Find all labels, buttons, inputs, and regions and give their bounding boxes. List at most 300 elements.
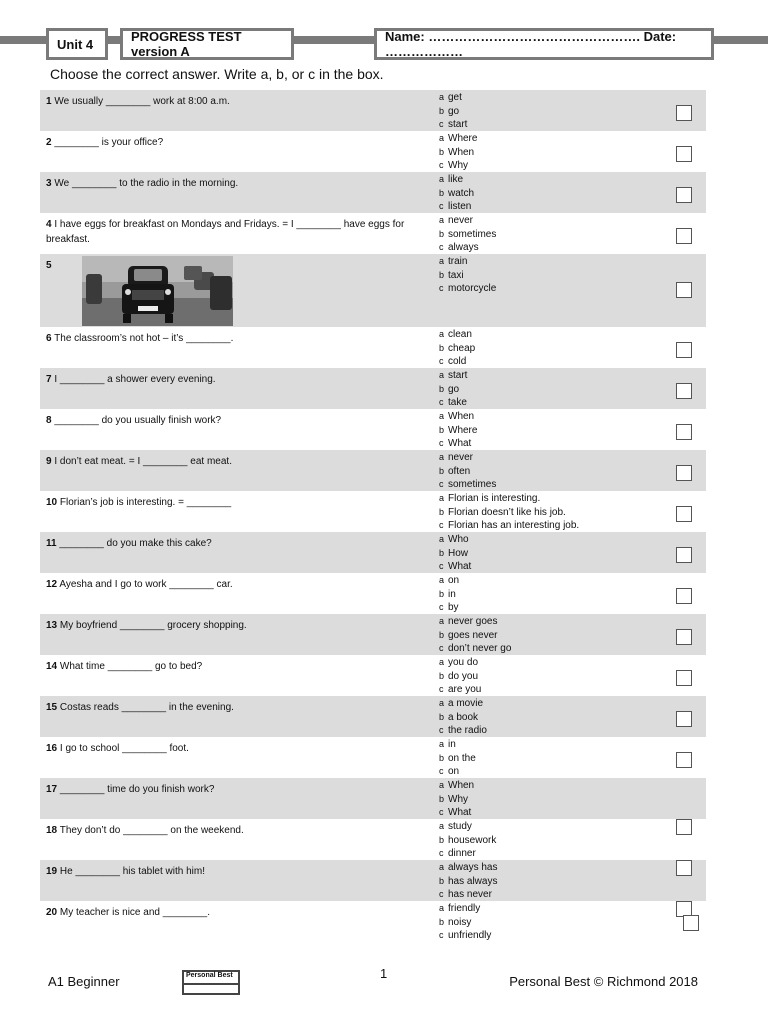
option bbox=[439, 465, 496, 479]
question-text bbox=[46, 905, 430, 920]
option-text: never goes bbox=[448, 616, 498, 627]
answer-box bbox=[676, 465, 692, 481]
option bbox=[439, 765, 476, 779]
option-text: on bbox=[448, 766, 460, 778]
option bbox=[439, 228, 496, 242]
option-text: When bbox=[448, 411, 475, 422]
option bbox=[439, 834, 496, 848]
question-row bbox=[40, 655, 706, 696]
option bbox=[439, 159, 477, 173]
question-row bbox=[40, 450, 706, 491]
answer-options bbox=[439, 820, 496, 861]
question-prompt: ________ do you make this cake? bbox=[59, 538, 212, 549]
option bbox=[439, 902, 491, 916]
option-letter: b bbox=[439, 752, 445, 763]
question-prompt: He ________ his tablet with him! bbox=[59, 866, 205, 877]
question-prompt: ________ time do you finish work? bbox=[59, 784, 215, 795]
option-text: never bbox=[448, 452, 474, 463]
option-letter: b bbox=[439, 383, 445, 394]
answer-box bbox=[676, 629, 692, 645]
question-prompt: My boyfriend ________ grocery shopping. bbox=[59, 620, 247, 631]
question-text bbox=[46, 413, 430, 428]
question-prompt: We ________ to the radio in the morning. bbox=[54, 178, 239, 189]
answer-box bbox=[676, 711, 692, 727]
answer-box bbox=[676, 506, 692, 522]
option bbox=[439, 383, 467, 397]
question-text bbox=[46, 217, 430, 247]
option bbox=[439, 847, 496, 861]
question-prompt: I go to school ________ foot. bbox=[59, 743, 189, 754]
option-letter: c bbox=[439, 889, 444, 900]
option bbox=[439, 424, 477, 438]
answer-options bbox=[439, 369, 467, 410]
option-letter: c bbox=[439, 930, 444, 941]
option bbox=[439, 132, 477, 146]
option-text: noisy bbox=[448, 916, 472, 928]
option-letter: c bbox=[439, 643, 444, 654]
option-text: Where bbox=[448, 133, 478, 144]
question-number: 14 bbox=[46, 661, 58, 672]
option bbox=[439, 601, 459, 615]
option bbox=[439, 547, 471, 561]
answer-box bbox=[676, 670, 692, 686]
question-number: 7 bbox=[46, 374, 52, 385]
option-text: taxi bbox=[448, 269, 464, 281]
answer-options bbox=[439, 779, 474, 820]
question-prompt: ________ do you usually finish work? bbox=[54, 415, 222, 426]
option bbox=[439, 560, 471, 574]
option-letter: a bbox=[439, 133, 445, 143]
header-bar bbox=[714, 36, 768, 44]
option bbox=[439, 738, 476, 752]
header-bar bbox=[108, 36, 120, 44]
question-row bbox=[40, 573, 706, 614]
option-text: go bbox=[448, 383, 460, 395]
answer-box bbox=[683, 915, 699, 931]
option-text: What bbox=[448, 807, 472, 819]
option-letter: c bbox=[439, 397, 444, 408]
question-text bbox=[46, 135, 430, 150]
option-letter: b bbox=[439, 629, 445, 640]
question-row bbox=[40, 819, 706, 860]
option-letter: b bbox=[439, 269, 445, 280]
option-letter: c bbox=[439, 520, 444, 531]
answer-box bbox=[676, 819, 692, 835]
option-letter: c bbox=[439, 119, 444, 130]
option-text: on the bbox=[448, 752, 476, 764]
option-letter: c bbox=[439, 438, 444, 449]
question-text bbox=[46, 741, 430, 756]
answer-options bbox=[439, 214, 496, 255]
option-text: When bbox=[448, 780, 475, 791]
question-number: 17 bbox=[46, 784, 58, 795]
question-list bbox=[40, 90, 706, 942]
answer-options bbox=[439, 173, 474, 214]
personal-best-logo bbox=[182, 970, 240, 995]
option-text: like bbox=[448, 174, 464, 185]
option-text: sometimes bbox=[448, 228, 497, 240]
option-letter: b bbox=[439, 834, 445, 845]
option bbox=[439, 410, 477, 424]
option-text: go bbox=[448, 105, 460, 117]
question-row bbox=[40, 614, 706, 655]
option-text: watch bbox=[448, 187, 475, 199]
option bbox=[439, 806, 474, 820]
option-text: study bbox=[448, 821, 472, 832]
option-letter: c bbox=[439, 602, 444, 613]
option bbox=[439, 214, 496, 228]
option bbox=[439, 369, 467, 383]
option-text: sometimes bbox=[448, 479, 497, 491]
option-text: has never bbox=[448, 889, 492, 901]
copyright: Personal Best © Richmond 2018 bbox=[509, 974, 698, 989]
option bbox=[439, 916, 491, 930]
question-number: 16 bbox=[46, 743, 58, 754]
option bbox=[439, 724, 487, 738]
option bbox=[439, 861, 497, 875]
question-text bbox=[46, 372, 430, 387]
question-number: 4 bbox=[46, 219, 52, 230]
question-prompt: We usually ________ work at 8:00 a.m. bbox=[54, 96, 230, 107]
option-letter: a bbox=[439, 452, 445, 462]
option bbox=[439, 328, 475, 342]
option bbox=[439, 255, 496, 269]
option-text: train bbox=[448, 256, 468, 267]
question-number: 12 bbox=[46, 579, 58, 590]
option-text: are you bbox=[448, 684, 482, 696]
option bbox=[439, 282, 496, 296]
option bbox=[439, 629, 511, 643]
taxi-photo bbox=[82, 256, 233, 326]
option bbox=[439, 929, 491, 943]
option-letter: c bbox=[439, 283, 444, 294]
question-row bbox=[40, 90, 706, 131]
answer-options bbox=[439, 902, 491, 943]
question-row bbox=[40, 737, 706, 778]
option-letter: b bbox=[439, 588, 445, 599]
option-letter: a bbox=[439, 174, 445, 184]
option-letter: b bbox=[439, 465, 445, 476]
option bbox=[439, 118, 467, 132]
option bbox=[439, 697, 487, 711]
option-letter: a bbox=[439, 575, 445, 585]
question-row bbox=[40, 368, 706, 409]
option bbox=[439, 437, 477, 451]
option-letter: b bbox=[439, 146, 445, 157]
question-number: 11 bbox=[46, 538, 57, 549]
instruction: Choose the correct answer. Write a, b, or c in the box. bbox=[50, 66, 384, 82]
option-text: get bbox=[448, 92, 462, 103]
option bbox=[439, 574, 459, 588]
question-text bbox=[46, 864, 430, 879]
option-letter: a bbox=[439, 370, 445, 380]
question-text bbox=[46, 823, 430, 838]
answer-options bbox=[439, 91, 467, 132]
option-text: Who bbox=[448, 534, 469, 545]
option-text: Why bbox=[448, 160, 468, 172]
question-prompt: I ________ a shower every evening. bbox=[54, 374, 216, 385]
option-text: unfriendly bbox=[448, 930, 492, 942]
option-text: listen bbox=[448, 201, 472, 213]
question-number: 8 bbox=[46, 415, 52, 426]
option bbox=[439, 615, 511, 629]
answer-box bbox=[676, 282, 692, 298]
option-text: don’t never go bbox=[448, 643, 512, 655]
option-letter: b bbox=[439, 670, 445, 681]
question-prompt: ________ is your office? bbox=[54, 137, 164, 148]
question-prompt: My teacher is nice and ________. bbox=[59, 907, 211, 918]
option-text: do you bbox=[448, 670, 479, 682]
option-letter: b bbox=[439, 547, 445, 558]
option-text: What bbox=[448, 561, 472, 573]
option-letter: c bbox=[439, 479, 444, 490]
option-letter: a bbox=[439, 862, 445, 872]
option-text: Florian has an interesting job. bbox=[448, 520, 580, 532]
option-text: you do bbox=[448, 657, 479, 668]
option-letter: a bbox=[439, 821, 445, 831]
option-letter: a bbox=[439, 780, 445, 790]
option bbox=[439, 875, 497, 889]
question-prompt: I don’t eat meat. = I ________ eat meat. bbox=[54, 456, 232, 467]
option-text: motorcycle bbox=[448, 283, 497, 295]
option bbox=[439, 642, 511, 656]
option-letter: b bbox=[439, 875, 445, 886]
option-letter: a bbox=[439, 215, 445, 225]
option bbox=[439, 793, 474, 807]
question-text bbox=[46, 495, 430, 510]
question-row bbox=[40, 696, 706, 737]
question-number: 18 bbox=[46, 825, 58, 836]
question-row bbox=[40, 131, 706, 172]
question-text bbox=[46, 94, 430, 109]
answer-box bbox=[676, 860, 692, 876]
option bbox=[439, 200, 474, 214]
option-letter: a bbox=[439, 493, 445, 503]
option-text: in bbox=[448, 588, 456, 600]
question-prompt: What time ________ go to bed? bbox=[59, 661, 203, 672]
option bbox=[439, 656, 481, 670]
answer-options bbox=[439, 451, 496, 492]
option-text: Florian is interesting. bbox=[448, 493, 541, 504]
question-number: 20 bbox=[46, 907, 58, 918]
question-number: 9 bbox=[46, 456, 52, 467]
option-text: Why bbox=[448, 793, 468, 805]
question-prompt: Ayesha and I go to work ________ car. bbox=[59, 579, 233, 590]
option bbox=[439, 396, 467, 410]
option-letter: b bbox=[439, 506, 445, 517]
option bbox=[439, 820, 496, 834]
answer-options bbox=[439, 697, 487, 738]
question-text bbox=[46, 454, 430, 469]
option bbox=[439, 355, 475, 369]
option-letter: a bbox=[439, 329, 445, 339]
answer-options bbox=[439, 492, 579, 533]
option-text: How bbox=[448, 547, 469, 559]
answer-box bbox=[676, 424, 692, 440]
answer-options bbox=[439, 328, 475, 369]
question-number: 3 bbox=[46, 178, 52, 189]
question-prompt: Costas reads ________ in the evening. bbox=[59, 702, 234, 713]
option-text: always has bbox=[448, 862, 498, 873]
level-label: A1 Beginner bbox=[48, 974, 120, 989]
answer-options bbox=[439, 738, 476, 779]
answer-options bbox=[439, 533, 471, 574]
answer-options bbox=[439, 574, 459, 615]
option-letter: c bbox=[439, 160, 444, 171]
option-letter: b bbox=[439, 711, 445, 722]
option-letter: a bbox=[439, 657, 445, 667]
option-text: start bbox=[448, 119, 468, 131]
page-number: 1 bbox=[380, 966, 388, 981]
option bbox=[439, 478, 496, 492]
option bbox=[439, 888, 497, 902]
option-letter: c bbox=[439, 684, 444, 695]
option-letter: a bbox=[439, 903, 445, 913]
question-number: 1 bbox=[46, 96, 52, 107]
option bbox=[439, 711, 487, 725]
question-text bbox=[46, 577, 430, 592]
logo-text: Personal Best bbox=[186, 972, 233, 979]
answer-box bbox=[676, 105, 692, 121]
question-text bbox=[46, 331, 430, 346]
option-letter: b bbox=[439, 916, 445, 927]
option bbox=[439, 451, 496, 465]
question-row bbox=[40, 409, 706, 450]
option-letter: c bbox=[439, 561, 444, 572]
answer-options bbox=[439, 861, 497, 902]
question-row bbox=[40, 491, 706, 532]
answer-options bbox=[439, 656, 481, 697]
option bbox=[439, 670, 481, 684]
option-text: a movie bbox=[448, 698, 484, 709]
option-letter: c bbox=[439, 766, 444, 777]
option-letter: a bbox=[439, 616, 445, 626]
question-number: 13 bbox=[46, 620, 58, 631]
answer-options bbox=[439, 132, 477, 173]
option-text: friendly bbox=[448, 903, 481, 914]
option bbox=[439, 519, 579, 533]
option bbox=[439, 342, 475, 356]
test-title: PROGRESS TEST version A bbox=[120, 28, 294, 60]
option-text: on bbox=[448, 575, 460, 586]
answer-options bbox=[439, 410, 477, 451]
option-letter: c bbox=[439, 242, 444, 253]
question-number: 5 bbox=[46, 260, 52, 271]
option-letter: c bbox=[439, 725, 444, 736]
option-text: the radio bbox=[448, 725, 487, 737]
option bbox=[439, 533, 471, 547]
question-number: 19 bbox=[46, 866, 58, 877]
option-text: clean bbox=[448, 329, 472, 340]
question-row bbox=[40, 778, 706, 819]
option bbox=[439, 241, 496, 255]
question-row bbox=[40, 213, 706, 254]
name-date-field: Name: …………………………………………. Date: ……………… bbox=[374, 28, 714, 60]
answer-box bbox=[676, 383, 692, 399]
question-text bbox=[46, 536, 430, 551]
question-prompt: The classroom’s not hot – it’s ________. bbox=[54, 333, 234, 344]
option-letter: b bbox=[439, 105, 445, 116]
option-letter: a bbox=[439, 698, 445, 708]
header-bar bbox=[0, 36, 46, 44]
option-text: a book bbox=[448, 711, 479, 723]
option-letter: b bbox=[439, 187, 445, 198]
answer-box bbox=[676, 588, 692, 604]
question-text bbox=[46, 659, 430, 674]
option-letter: c bbox=[439, 848, 444, 859]
question-number: 10 bbox=[46, 497, 58, 508]
option-text: goes never bbox=[448, 629, 498, 641]
option-text: Florian doesn’t like his job. bbox=[448, 506, 566, 518]
question-prompt: Florian’s job is interesting. = ________ bbox=[59, 497, 232, 508]
option-text: housework bbox=[448, 834, 497, 846]
question-row bbox=[40, 901, 706, 942]
answer-box bbox=[676, 187, 692, 203]
option-letter: c bbox=[439, 201, 444, 212]
option-text: take bbox=[448, 397, 467, 409]
option-letter: c bbox=[439, 356, 444, 367]
question-row bbox=[40, 860, 706, 901]
question-number: 15 bbox=[46, 702, 58, 713]
option bbox=[439, 105, 467, 119]
unit-label: Unit 4 bbox=[46, 28, 108, 60]
option-text: When bbox=[448, 146, 475, 158]
option-text: has always bbox=[448, 875, 498, 887]
answer-box bbox=[676, 228, 692, 244]
option bbox=[439, 683, 481, 697]
option bbox=[439, 506, 579, 520]
answer-options bbox=[439, 615, 511, 656]
question-row bbox=[40, 532, 706, 573]
option-letter: c bbox=[439, 807, 444, 818]
option bbox=[439, 779, 474, 793]
question-text bbox=[46, 782, 430, 797]
option-letter: b bbox=[439, 424, 445, 435]
option-letter: a bbox=[439, 92, 445, 102]
question-text bbox=[46, 700, 430, 715]
question-prompt: They don’t do ________ on the weekend. bbox=[59, 825, 244, 836]
option-letter: b bbox=[439, 342, 445, 353]
question-prompt: I have eggs for breakfast on Mondays and Fridays. = I ________ have eggs for breakfast. bbox=[46, 219, 405, 245]
option-letter: b bbox=[439, 793, 445, 804]
answer-box bbox=[676, 146, 692, 162]
option-text: dinner bbox=[448, 848, 476, 860]
option-text: by bbox=[448, 602, 459, 614]
option bbox=[439, 187, 474, 201]
question-row bbox=[40, 327, 706, 368]
header-bar bbox=[294, 36, 374, 44]
option-text: cold bbox=[448, 356, 467, 368]
option-text: What bbox=[448, 438, 472, 450]
option bbox=[439, 91, 467, 105]
answer-box bbox=[676, 547, 692, 563]
answer-box bbox=[676, 342, 692, 358]
option-text: often bbox=[448, 465, 471, 477]
question-number: 6 bbox=[46, 333, 52, 344]
question-text bbox=[46, 618, 430, 633]
question-text bbox=[46, 176, 430, 191]
option-text: cheap bbox=[448, 342, 476, 354]
option-letter: b bbox=[439, 228, 445, 239]
question-row bbox=[40, 172, 706, 213]
option bbox=[439, 588, 459, 602]
option bbox=[439, 146, 477, 160]
logo-line bbox=[184, 983, 238, 985]
option-text: never bbox=[448, 215, 474, 226]
option-text: Where bbox=[448, 424, 478, 436]
option bbox=[439, 173, 474, 187]
option-text: in bbox=[448, 739, 456, 750]
